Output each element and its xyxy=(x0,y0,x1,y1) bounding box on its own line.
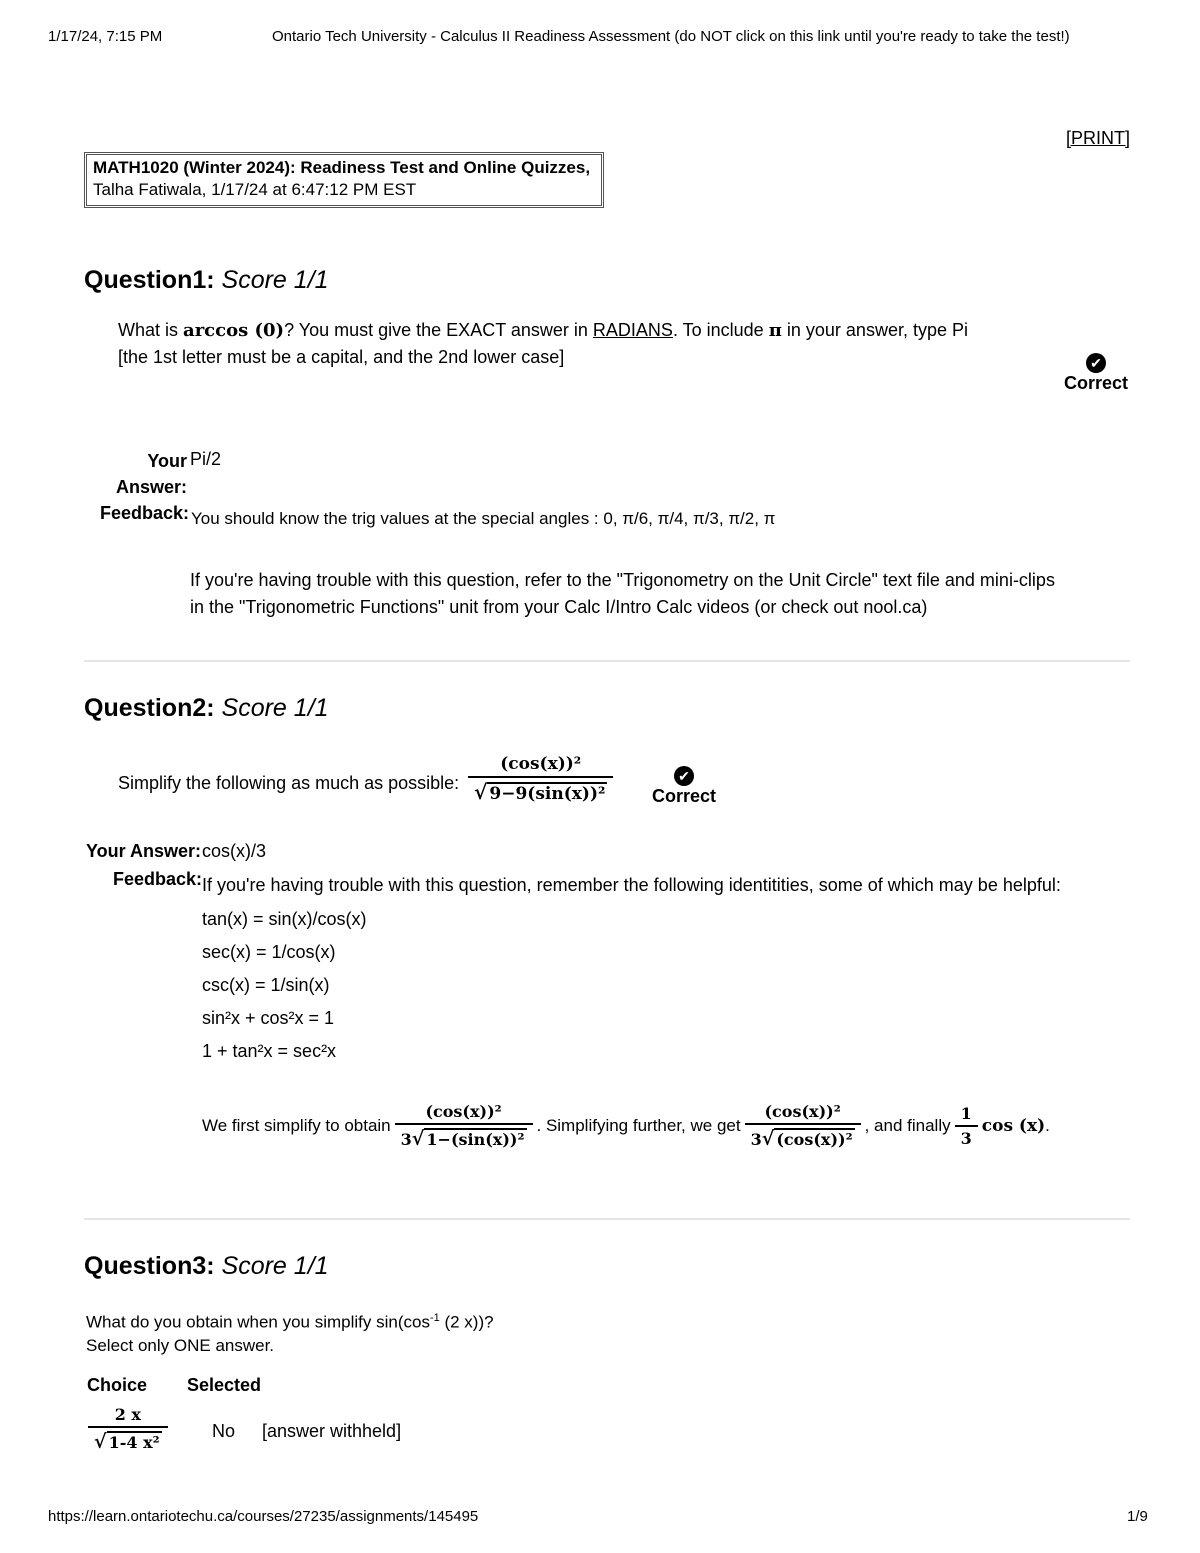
question-2-correct-indicator xyxy=(650,765,718,807)
fraction-numerator: 2 x xyxy=(114,1405,141,1424)
inverse-superscript: -1 xyxy=(429,1312,440,1324)
question-3-score: Score 1/1 xyxy=(221,1252,329,1280)
question-1-correct-indicator xyxy=(1062,352,1130,394)
radicand: (cos(x))² xyxy=(776,1130,853,1149)
page-number: 1/9 xyxy=(1127,1508,1148,1525)
question-1-prompt xyxy=(118,320,968,341)
fraction-numerator: 1 xyxy=(960,1104,972,1123)
question-1-heading xyxy=(84,266,329,295)
course-title: MATH1020 (Winter 2024): Readiness Test and Online Quizzes, xyxy=(93,158,591,177)
your-answer-label: Your Answer: xyxy=(86,841,202,861)
identity-line: tan(x) = sin(x)/cos(x) xyxy=(202,909,367,929)
question-2-heading xyxy=(84,694,329,723)
sqrt-symbol: √ xyxy=(411,1127,425,1150)
question-2-title: Question2: xyxy=(84,694,215,722)
question-3-title: Question3: xyxy=(84,1252,215,1280)
page-header-title: Ontario Tech University - Calculus II Readiness Assessment (do NOT click on this link until you're ready to take the test!) xyxy=(272,28,1070,45)
sqrt-symbol: √ xyxy=(761,1127,775,1150)
radians-text: RADIANS xyxy=(592,320,673,340)
sqrt-symbol: √ xyxy=(474,780,488,804)
identity-line: csc(x) = 1/sin(x) xyxy=(202,975,330,995)
arccos-expression: arccos (0) xyxy=(183,320,285,341)
fraction-numerator: (cos(x))² xyxy=(425,1102,502,1121)
final-expression: cos (x) xyxy=(981,1116,1046,1136)
user-timestamp: Talha Fatiwala, 1/17/24 at 6:47:12 PM EST xyxy=(93,180,417,199)
solution-text: . xyxy=(1045,1116,1050,1135)
question-1-feedback-2b: in the "Trigonometric Functions" unit from your Calc I/Intro Calc videos (or check out nool.ca) xyxy=(190,597,928,617)
question-1-score: Score 1/1 xyxy=(221,266,329,294)
fraction-numerator: (cos(x))² xyxy=(764,1102,841,1121)
print-datetime: 1/17/24, 7:15 PM xyxy=(48,28,163,45)
question-3-prompt-line2: Select only ONE answer. xyxy=(86,1336,275,1355)
coefficient: 3 xyxy=(400,1130,412,1149)
choice-expression xyxy=(84,1405,172,1453)
question-2-worked-solution xyxy=(202,1102,1050,1150)
solution-text: , and finally xyxy=(864,1116,951,1135)
question-3-heading xyxy=(84,1252,329,1281)
choice-selected-value: No xyxy=(212,1421,236,1441)
pi-symbol: π xyxy=(768,320,782,341)
your-label: Your xyxy=(147,451,187,471)
print-link[interactable]: [PRINT] xyxy=(1066,128,1131,148)
feedback-label: Feedback: xyxy=(113,869,203,889)
prompt-text: What is xyxy=(118,320,179,340)
question-2-answer: cos(x)/3 xyxy=(202,841,267,861)
question-1-feedback-2a: If you're having trouble with this question, refer to the "Trigonometry on the Unit Circle" text file and mini-clips xyxy=(190,570,1055,590)
check-icon: ✔ xyxy=(674,766,694,786)
fraction-denominator: 3 xyxy=(955,1125,978,1148)
question-1-prompt-line2: [the 1st letter must be a capital, and the 2nd lower case] xyxy=(118,347,565,367)
identity-line: 1 + tan²x = sec²x xyxy=(202,1041,337,1061)
question-2-feedback-intro: If you're having trouble with this question, remember the following identitities, some of which may be helpful: xyxy=(202,875,1061,895)
fraction-numerator: (cos(x))² xyxy=(500,754,582,774)
sqrt-symbol: √ xyxy=(94,1430,107,1453)
radicand: 1-4 x² xyxy=(108,1433,160,1452)
correct-label: Correct xyxy=(1063,373,1129,393)
section-divider xyxy=(84,1218,1130,1220)
fraction-denominator: 9−9(sin(x))² xyxy=(489,784,606,804)
solution-text: We first simplify to obtain xyxy=(202,1116,391,1135)
prompt-text: . To include xyxy=(672,320,764,340)
question-2-prompt: Simplify the following as much as possible: xyxy=(118,773,460,793)
question-2-fraction xyxy=(464,754,617,804)
coefficient: 3 xyxy=(750,1130,762,1149)
column-header-selected: Selected xyxy=(187,1375,262,1395)
prompt-text: in your answer, type Pi xyxy=(786,320,968,340)
answer-withheld: [answer withheld] xyxy=(262,1421,402,1441)
footer-url: https://learn.ontariotechu.ca/courses/27235/assignments/145495 xyxy=(48,1508,479,1525)
correct-label: Correct xyxy=(651,786,717,806)
prompt-text: What do you obtain when you simplify sin(cos xyxy=(86,1312,430,1332)
course-info-box xyxy=(84,152,604,208)
question-1-feedback-1: You should know the trig values at the special angles : 0, π/6, π/4, π/3, π/2, π xyxy=(191,509,776,528)
answer-label: Answer: xyxy=(115,477,187,497)
solution-text: . Simplifying further, we get xyxy=(536,1116,741,1135)
identity-line: sec(x) = 1/cos(x) xyxy=(202,942,336,962)
question-2-score: Score 1/1 xyxy=(221,694,329,722)
feedback-label: Feedback: xyxy=(100,503,190,523)
question-3-prompt xyxy=(86,1312,494,1333)
radicand: 1−(sin(x))² xyxy=(426,1130,525,1149)
section-divider xyxy=(84,660,1130,662)
identity-line: sin²x + cos²x = 1 xyxy=(202,1008,335,1028)
question-1-title: Question1: xyxy=(84,266,215,294)
column-header-choice: Choice xyxy=(87,1375,148,1395)
prompt-text: ? You must give the EXACT answer in xyxy=(284,320,588,340)
prompt-text: (2 x))? xyxy=(444,1312,494,1332)
your-answer-label xyxy=(100,448,187,500)
question-1-answer: Pi/2 xyxy=(190,449,222,469)
check-icon: ✔ xyxy=(1086,353,1106,373)
